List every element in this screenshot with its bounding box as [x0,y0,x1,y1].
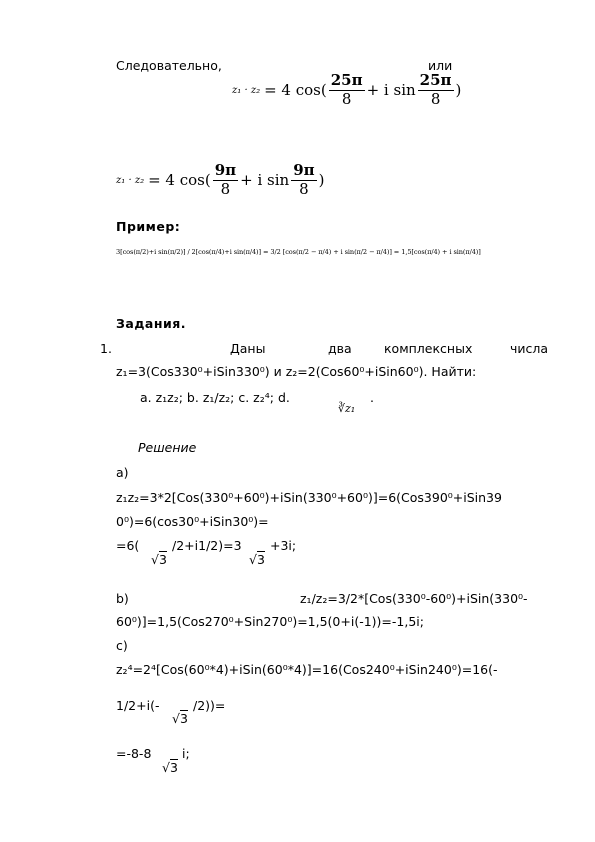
task-word: числа [510,341,549,356]
solution-c-label: c) [116,638,128,653]
fraction [329,72,365,108]
solution-a-line: 0⁰)=6(cos30⁰+iSin30⁰)= [116,514,269,529]
fraction-denominator: 8 [220,179,231,198]
tasks-heading: Задания. [116,316,187,331]
formula-product-25pi [232,70,461,110]
sqrt-symbol: √ [151,552,159,567]
solution-a-line: /2+i1/2)=3 [172,538,242,553]
sqrt-radicand: 3 [256,552,265,567]
formula-close: ) [455,81,462,99]
solution-a-line: =6( [116,538,140,553]
fraction [213,162,238,198]
formula-product-9pi [116,160,325,200]
formula-eq: = 4 cos( [148,171,211,189]
sqrt-radicand: 3 [179,711,188,726]
task-number: 1. [100,341,112,356]
fraction-denominator: 8 [299,179,309,198]
solution-a-line: z₁z₂=3*2[Cos(330⁰+60⁰)+iSin(330⁰+60⁰)]=6(Cos390⁰+iSin39 [116,490,502,505]
therefore-text: Следовательно, [116,58,222,73]
solution-c-line: z₂⁴=2⁴[Cos(60⁰*4)+iSin(60⁰*4)]=16(Cos240⁰+iSin240⁰)=16(- [116,662,498,677]
cube-root-z1: ∛z₁ [338,402,356,415]
task-statement: z₁=3(Cos330⁰+iSin330⁰) и z₂=2(Cos60⁰+iSin60⁰). Найти: [116,364,477,379]
sqrt3 [249,552,265,567]
sqrt-symbol: √ [249,552,257,567]
task-word: два [328,341,352,356]
solution-c-line: =-8-8 [116,746,152,761]
fraction [418,72,454,108]
task-word: комплексных [384,341,473,356]
fraction-denominator: 8 [341,89,352,108]
solution-c-line: i; [182,746,190,761]
sqrt3 [162,760,178,775]
task-options: a. z₁z₂; b. z₁/z₂; c. z₂⁴; d. [140,390,290,405]
fraction-numerator: 9π [214,161,237,180]
sqrt3 [151,552,167,567]
sqrt3 [172,711,188,726]
fraction-numerator: 9π [293,161,315,180]
example-expression: 3[cos(π/2)+i sin(π/2)] / 2[cos(π/4)+i sin(π/4)] = 3/2 [cos(π/2 − π/4) + i sin(π/2 − π/4)] = 1,5[cos(π/4) + i sin(π/4)] [116,248,481,256]
sqrt-radicand: 3 [169,760,178,775]
or-text: или [428,58,453,73]
task-options-end: . [370,390,374,405]
fraction-denominator: 8 [430,89,441,108]
solution-c-line: /2))= [193,698,226,713]
solution-c-line: 1/2+i(- [116,698,160,713]
formula-lhs: z₁ · z₂ [116,174,145,186]
solution-b-label: b) [116,591,129,606]
formula-plus-isin: + i sin [240,171,290,189]
solution-b-line: z₁/z₂=3/2*[Cos(330⁰-60⁰)+iSin(330⁰- [300,591,528,606]
task-word: Даны [230,341,266,356]
sqrt-symbol: √ [162,760,170,775]
solution-b-line: 60⁰)]=1,5(Cos270⁰+Sin270⁰)=1,5(0+i(-1))=-1,5i; [116,614,424,629]
sqrt-symbol: √ [172,711,180,726]
formula-close: ) [318,171,325,189]
formula-eq: = 4 cos( [264,81,327,99]
fraction-numerator: 25π [330,71,363,90]
sqrt-radicand: 3 [158,552,167,567]
formula-lhs: z₁ · z₂ [232,84,261,96]
formula-plus-isin: + i sin [366,81,416,99]
solution-heading: Решение [138,440,197,455]
solution-a-label: а) [116,465,129,480]
fraction-numerator: 25π [419,71,452,90]
solution-a-line: +3i; [270,538,297,553]
fraction [291,162,316,198]
example-heading: Пример: [116,219,181,234]
